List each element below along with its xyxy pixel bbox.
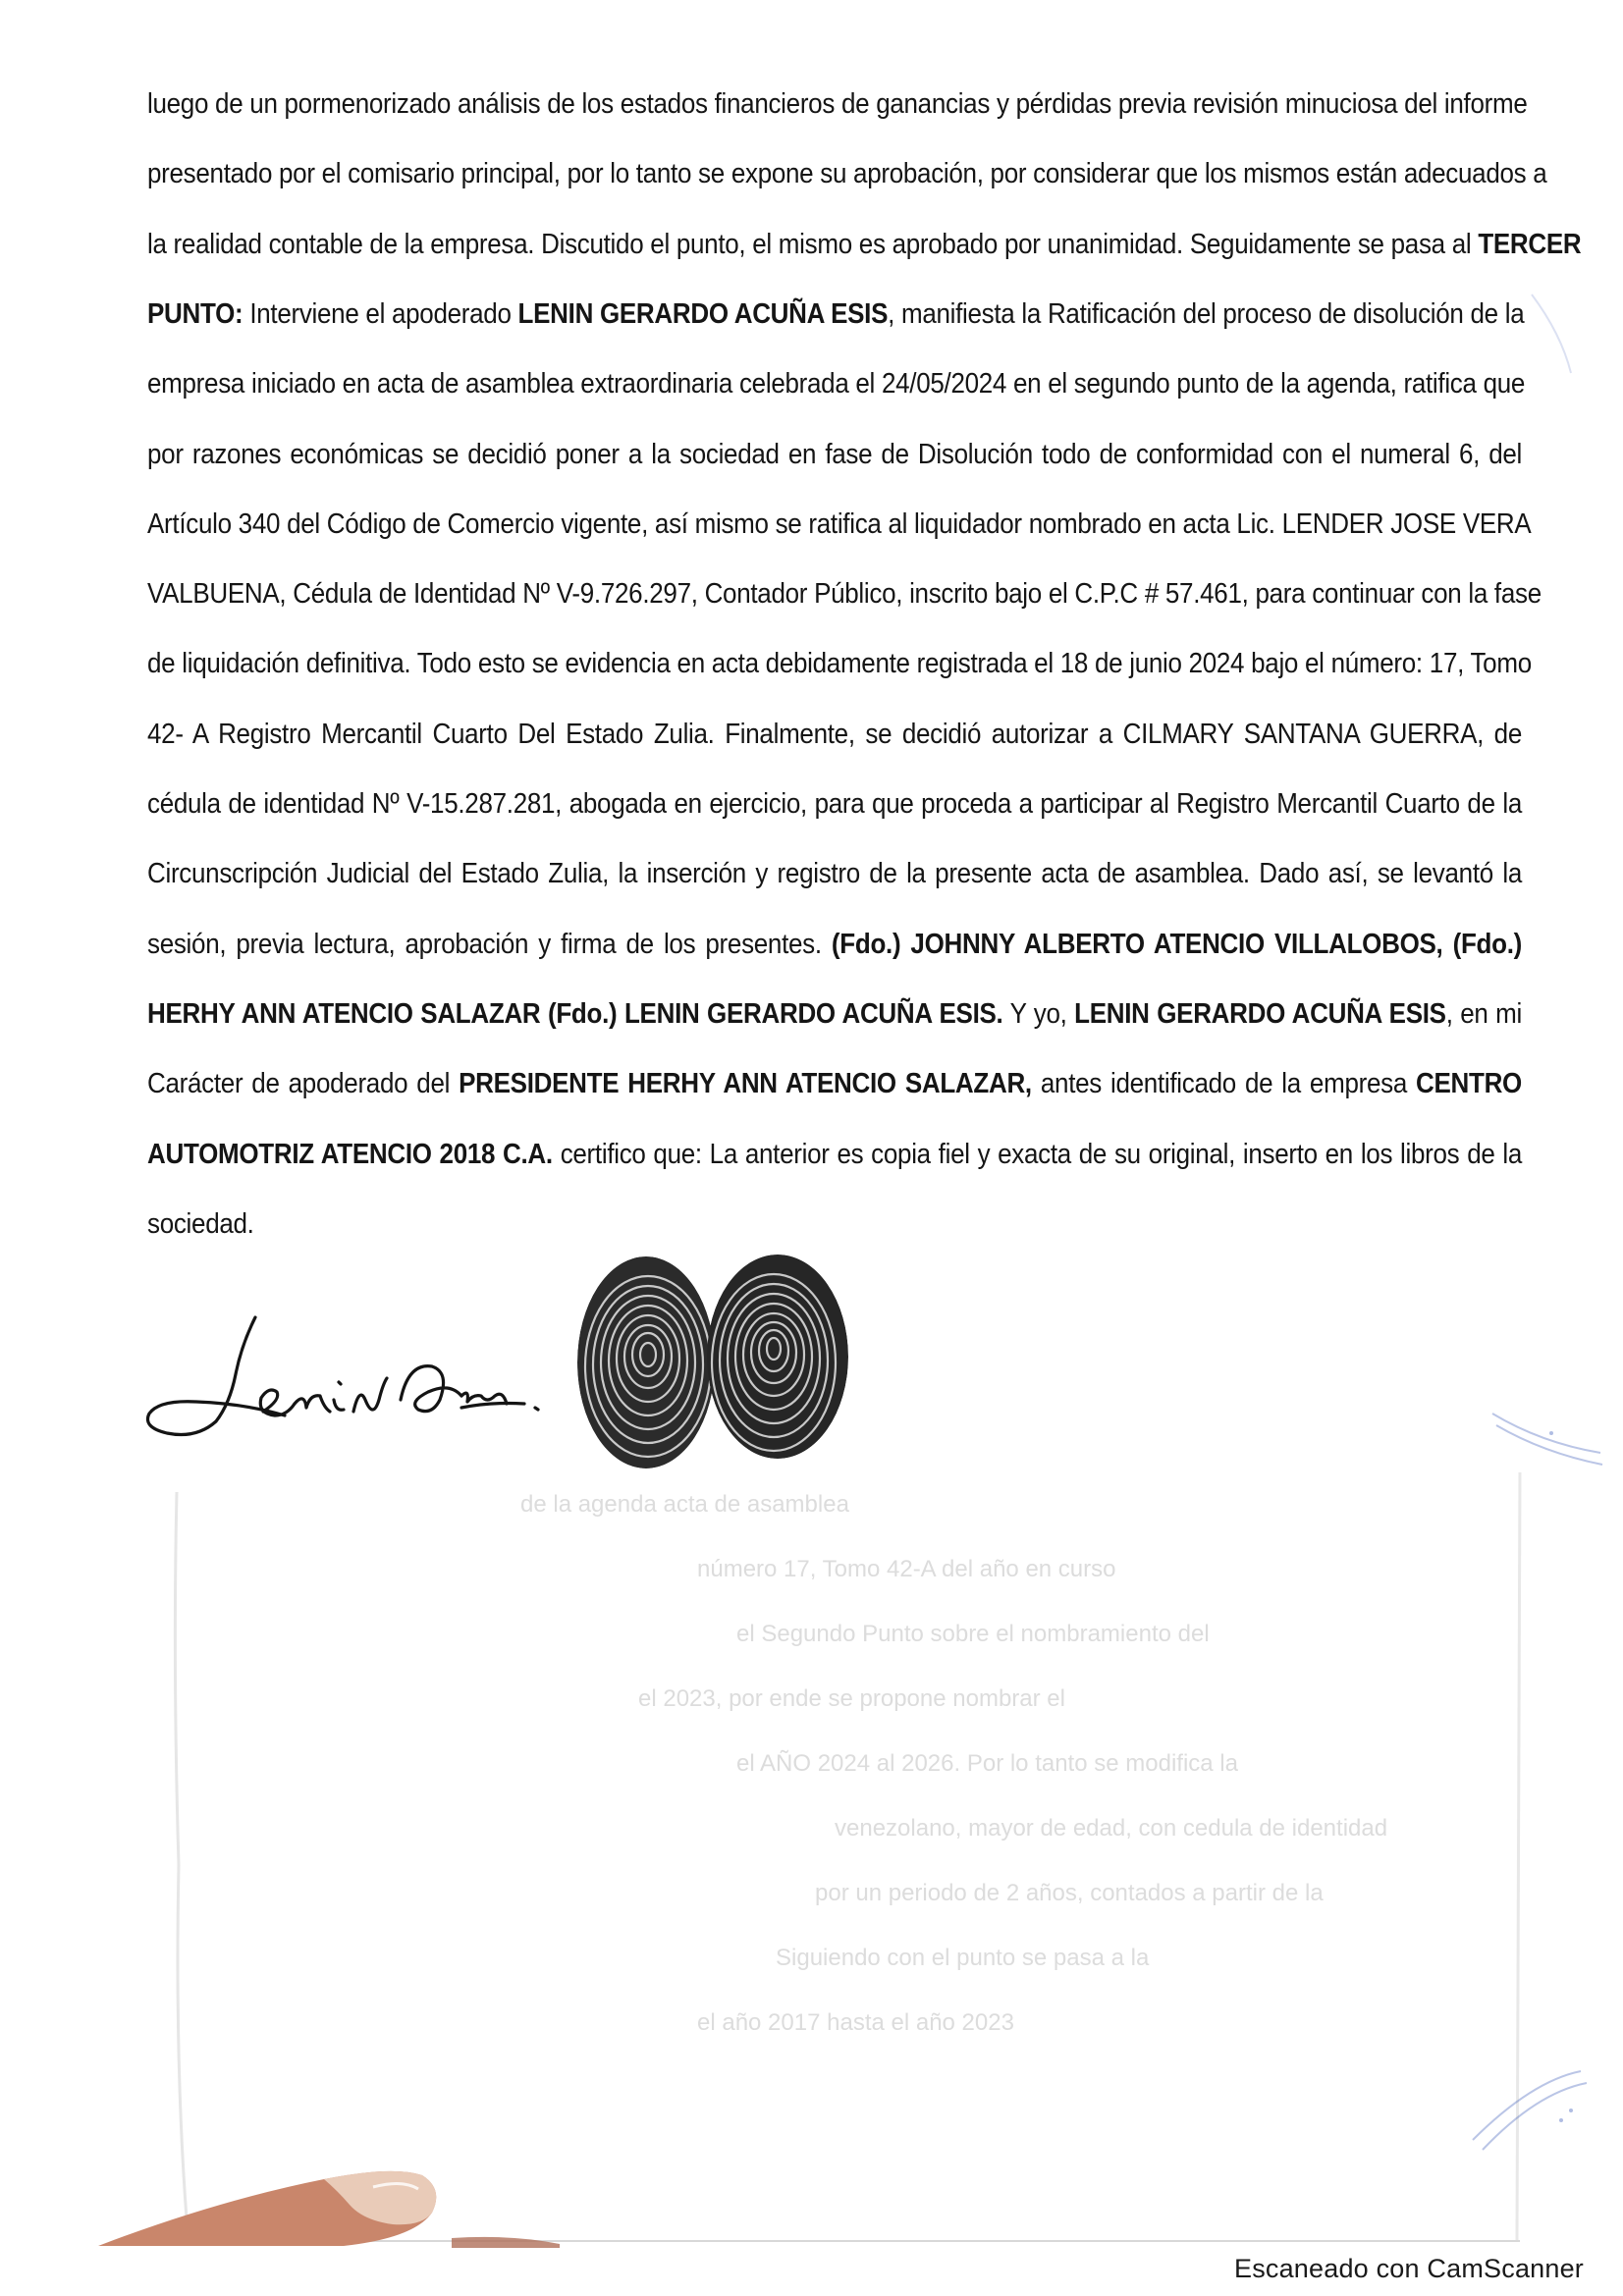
text-line xyxy=(147,296,1525,341)
text-segment: Circunscripción Judicial del Estado Zulia, la inserción y registro de la presente acta de asamblea. Dado así, se levantó la xyxy=(147,856,1522,889)
text-segment: certifico que: La anterior es copia fiel y exacta de su original, inserto en los libros de la xyxy=(552,1137,1522,1170)
text-line xyxy=(147,366,1526,410)
bleed-line: el año 2017 hasta el año 2023 xyxy=(697,2009,1014,2036)
signature-image xyxy=(137,1306,579,1463)
text-line xyxy=(147,717,1522,761)
text-line xyxy=(147,156,1547,200)
bleed-line: por un periodo de 2 años, contados a partir de la xyxy=(815,1880,1324,1906)
text-line xyxy=(147,856,1522,900)
text-line xyxy=(147,576,1542,620)
bold-segment: CENTRO xyxy=(1416,1066,1522,1099)
bleed-line: el Segundo Punto sobre el nombramiento del xyxy=(736,1621,1210,1647)
stamp-fragments xyxy=(1414,0,1623,2258)
text-line xyxy=(147,86,1528,131)
text-segment: por razones económicas se decidió poner a la sociedad en fase de Disolución todo de conformidad con el numeral 6, del xyxy=(147,437,1522,470)
fingerprints xyxy=(569,1247,864,1482)
text-segment: sociedad. xyxy=(147,1206,254,1240)
bleed-line: de la agenda acta de asamblea xyxy=(520,1491,849,1518)
text-segment: antes identificado de la empresa xyxy=(1031,1066,1416,1099)
text-segment: Y yo, xyxy=(1002,996,1075,1030)
bold-segment: TERCER xyxy=(1478,227,1582,260)
bold-segment: LENIN GERARDO ACUÑA ESIS xyxy=(517,296,889,330)
text-segment: luego de un pormenorizado análisis de los estados financieros de ganancias y pérdidas previa revisión minuciosa del informe xyxy=(147,86,1528,120)
text-segment: , manifiesta la Ratificación del proceso de disolución de la xyxy=(888,296,1525,330)
right-thumbprint xyxy=(707,1255,848,1459)
camscanner-watermark: Escaneado con CamScanner xyxy=(1233,2254,1584,2283)
bold-segment: PUNTO: xyxy=(147,296,243,330)
bold-segment: (Fdo.) JOHNNY ALBERTO ATENCIO VILLALOBOS, (Fdo.) xyxy=(831,927,1522,960)
text-segment: 42- A Registro Mercantil Cuarto Del Estado Zulia. Finalmente, se decidió autorizar a CILMARY SANTANA GUERRA, de xyxy=(147,717,1522,750)
text-segment: sesión, previa lectura, aprobación y firma de los presentes. xyxy=(147,927,832,960)
bleed-line: el AÑO 2024 al 2026. Por lo tanto se modifica la xyxy=(736,1750,1238,1777)
text-line xyxy=(147,1137,1522,1181)
bold-segment: AUTOMOTRIZ ATENCIO 2018 C.A. xyxy=(147,1137,553,1170)
text-line xyxy=(147,1206,1522,1251)
text-segment: Carácter de apoderado del xyxy=(147,1066,460,1099)
bold-segment: LENIN GERARDO ACUÑA ESIS xyxy=(1074,996,1446,1030)
text-segment: empresa iniciado en acta de asamblea extraordinaria celebrada el 24/05/2024 en el segundo punto de la agenda, ratifica que xyxy=(147,366,1526,400)
bleed-line: Siguiendo con el punto se pasa a la xyxy=(776,1945,1150,1971)
text-line xyxy=(147,646,1532,690)
text-segment: , en mi xyxy=(1445,996,1522,1030)
finger-image xyxy=(98,2110,609,2248)
bleed-line: venezolano, mayor de edad, con cedula de identidad xyxy=(835,1815,1388,1842)
text-line xyxy=(147,996,1522,1041)
text-line xyxy=(147,507,1532,551)
text-segment: Artículo 340 del Código de Comercio vigente, así mismo se ratifica al liquidador nombrado en acta Lic. LENDER JOSE VERA xyxy=(147,507,1532,540)
bleed-line: el 2023, por ende se propone nombrar el xyxy=(638,1685,1065,1712)
bold-segment: HERHY ANN ATENCIO SALAZAR (Fdo.) LENIN GERARDO ACUÑA ESIS. xyxy=(147,996,1003,1030)
text-line xyxy=(147,1066,1522,1110)
text-segment: presentado por el comisario principal, por lo tanto se expone su aprobación, por considerar que los mismos están adecuados a xyxy=(147,156,1547,189)
left-thumbprint xyxy=(577,1256,715,1468)
bleed-line: número 17, Tomo 42-A del año en curso xyxy=(697,1556,1116,1582)
text-segment: Interviene el apoderado xyxy=(243,296,518,330)
text-line xyxy=(147,927,1522,971)
text-segment: la realidad contable de la empresa. Discutido el punto, el mismo es aprobado por unanimidad. Seguidamente se pasa al xyxy=(147,227,1479,260)
text-line xyxy=(147,786,1522,830)
text-line xyxy=(147,227,1582,271)
text-segment: cédula de identidad Nº V-15.287.281, abogada en ejercicio, para que proceda a participar al Registro Mercantil Cuarto de la xyxy=(147,786,1522,820)
text-segment: de liquidación definitiva. Todo esto se evidencia en acta debidamente registrada el 18 de junio 2024 bajo el número: 17, Tomo xyxy=(147,646,1532,679)
text-line xyxy=(147,437,1522,481)
bold-segment: PRESIDENTE HERHY ANN ATENCIO SALAZAR, xyxy=(459,1066,1032,1099)
text-segment: VALBUENA, Cédula de Identidad Nº V-9.726.297, Contador Público, inscrito bajo el C.P.C # 57.461, para continuar con la fase xyxy=(147,576,1542,610)
